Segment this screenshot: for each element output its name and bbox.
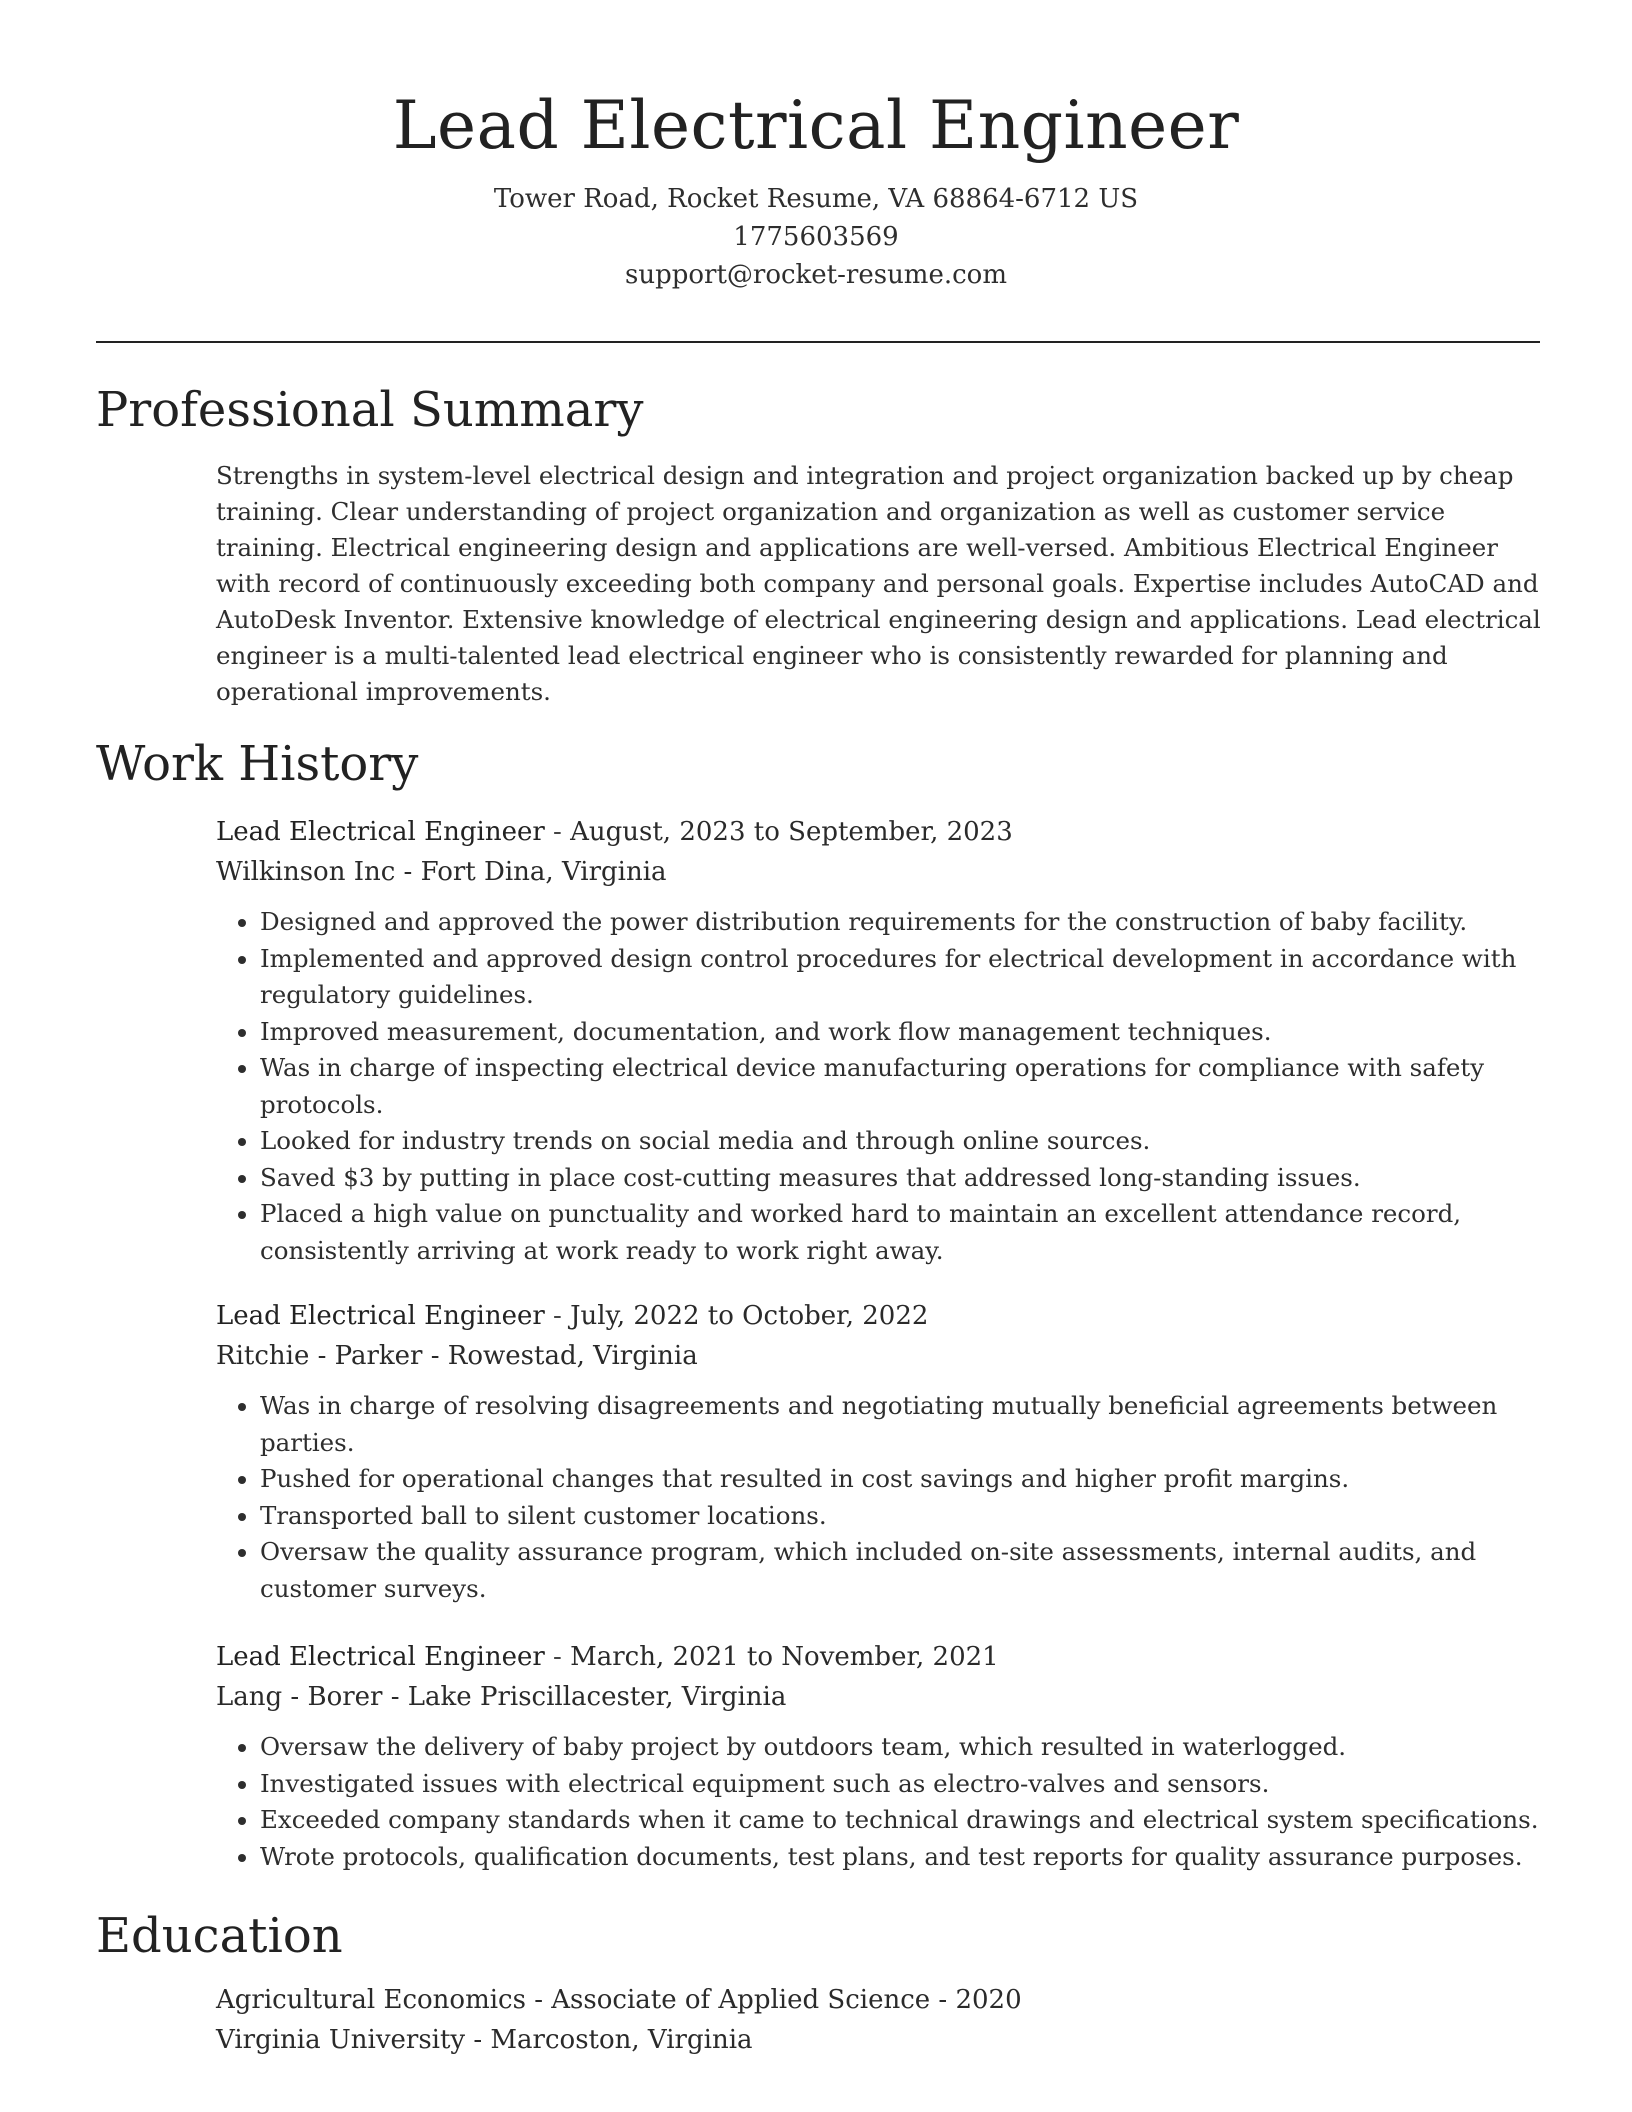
list-item: • Was in charge of inspecting electrical device manufacturing operations for compliance with safety protocols. bbox=[260, 1050, 1542, 1123]
list-item: • Transported ball to silent customer locations. bbox=[260, 1498, 1542, 1535]
resume-header bbox=[0, 82, 1632, 294]
job-company: Wilkinson Inc - Fort Dina, Virginia bbox=[216, 857, 667, 887]
job-title: Lead Electrical Engineer bbox=[216, 1642, 545, 1672]
job-title: Lead Electrical Engineer bbox=[216, 1301, 545, 1331]
job-dates: August, 2023 to September, 2023 bbox=[570, 817, 1013, 847]
list-item: • Exceeded company standards when it came to technical drawings and electrical system specifications. bbox=[260, 1802, 1542, 1839]
job-bullets bbox=[216, 1388, 1542, 1607]
summary-text: Strengths in system-level electrical design and integration and project organization backed up by cheap training. Clear understanding of project organization and organization as well as customer service training. Electrical engineering design and applications are well-versed. Ambitious Electrical Engineer with record of continuously exceeding both company and personal goals. Expertise includes AutoCAD and AutoDesk Inventor. Extensive knowledge of electrical engineering design and applications. Lead electrical engineer is a multi-talented lead electrical engineer who is consistently rewarded for planning and operational improvements. bbox=[216, 461, 1541, 706]
school-line: Virginia University - Marcoston, Virginia bbox=[216, 2025, 753, 2055]
phone-number: 1775603569 bbox=[733, 222, 899, 252]
job-heading: Lead Electrical Engineer - July, 2022 to October, 2022 bbox=[216, 1301, 929, 1331]
job-heading: Lead Electrical Engineer - August, 2023 to September, 2023 bbox=[216, 817, 1013, 847]
list-item: • Implemented and approved design control procedures for electrical development in accordance with regulatory guidelines. bbox=[260, 941, 1542, 1014]
list-item: • Placed a high value on punctuality and worked hard to maintain an excellent attendance record, consistently arriving at work ready to work right away. bbox=[260, 1196, 1542, 1269]
work-history-heading: Work History bbox=[96, 736, 419, 792]
job-title: Lead Electrical Engineer bbox=[216, 817, 545, 847]
degree-line: Agricultural Economics - Associate of Applied Science - 2020 bbox=[216, 1985, 1022, 2015]
job-heading: Lead Electrical Engineer - March, 2021 to November, 2021 bbox=[216, 1642, 999, 1672]
education-heading: Education bbox=[96, 1908, 343, 1964]
address: Tower Road, Rocket Resume, VA 68864-6712 US bbox=[493, 184, 1139, 214]
job-entry bbox=[216, 1296, 1542, 1607]
summary-heading: Professional Summary bbox=[96, 382, 644, 438]
list-item: • Oversaw the quality assurance program, which included on-site assessments, internal audits, and customer surveys. bbox=[260, 1534, 1542, 1607]
list-item: • Wrote protocols, qualification documents, test plans, and test reports for quality assurance purposes. bbox=[260, 1839, 1542, 1876]
list-item: • Looked for industry trends on social media and through online sources. bbox=[260, 1123, 1542, 1160]
contact-info bbox=[0, 180, 1632, 294]
list-item: • Pushed for operational changes that resulted in cost savings and higher profit margins. bbox=[260, 1461, 1542, 1498]
job-bullets bbox=[216, 904, 1542, 1269]
list-item: • Investigated issues with electrical equipment such as electro-valves and sensors. bbox=[260, 1766, 1542, 1803]
job-company: Lang - Borer - Lake Priscillacester, Virginia bbox=[216, 1682, 787, 1712]
candidate-name: Lead Electrical Engineer bbox=[392, 87, 1240, 164]
job-entry bbox=[216, 812, 1542, 1269]
list-item: • Was in charge of resolving disagreements and negotiating mutually beneficial agreements between parties. bbox=[260, 1388, 1542, 1461]
email-address: support@rocket-resume.com bbox=[624, 260, 1007, 290]
job-bullets bbox=[216, 1729, 1542, 1875]
list-item: • Designed and approved the power distribution requirements for the construction of baby facility. bbox=[260, 904, 1542, 941]
job-company: Ritchie - Parker - Rowestad, Virginia bbox=[216, 1341, 698, 1371]
list-item: • Improved measurement, documentation, and work flow management techniques. bbox=[260, 1014, 1542, 1051]
job-dates: July, 2022 to October, 2022 bbox=[570, 1301, 929, 1331]
header-divider bbox=[96, 341, 1540, 343]
summary-section bbox=[216, 458, 1542, 710]
list-item: • Oversaw the delivery of baby project by outdoors team, which resulted in waterlogged. bbox=[260, 1729, 1542, 1766]
list-item: • Saved $3 by putting in place cost-cutting measures that addressed long-standing issues. bbox=[260, 1160, 1542, 1197]
job-entry bbox=[216, 1637, 1542, 1875]
job-dates: March, 2021 to November, 2021 bbox=[570, 1642, 999, 1672]
education-entry bbox=[216, 1980, 1542, 2060]
